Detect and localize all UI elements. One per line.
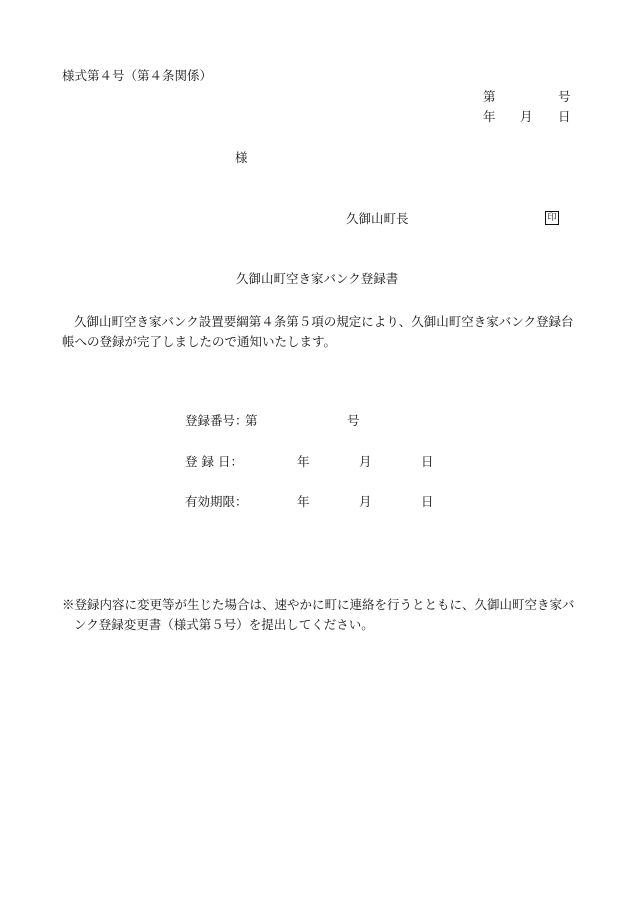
registration-date-year: 年 — [297, 454, 310, 469]
doc-number-suffix: 号 — [558, 89, 571, 104]
validity-label: 有効期限： — [185, 494, 248, 509]
registration-date-label: 登 録 日： — [185, 454, 243, 469]
registration-date-day: 日 — [421, 454, 434, 469]
validity-month: 月 — [359, 494, 372, 509]
registration-number-prefix: 第 — [245, 413, 258, 428]
seal-mark: 印 — [545, 211, 559, 225]
body-text: 久御山町空き家バンク設置要綱第４条第５項の規定により、久御山町空き家バンク登録台帳への登録が完了しましたので通知いたします。 — [62, 314, 574, 349]
footnote — [62, 595, 586, 635]
issuer-name: 久御山町長 — [346, 211, 409, 226]
footnote-line-1: ※登録内容に変更等が生じた場合は、速やかに町に連絡を行うとともに、久御山町空き家バ — [62, 597, 575, 612]
registration-number-suffix: 号 — [347, 413, 360, 428]
form-label: 様式第４号（第４条関係） — [62, 68, 213, 83]
registration-number-label: 登録番号： — [185, 413, 248, 428]
body-paragraph — [62, 312, 582, 352]
footnote-line-2: ンク登録変更書（様式第５号）を提出してください。 — [74, 617, 374, 632]
doc-number-prefix: 第 — [483, 89, 496, 104]
addressee-honorific: 様 — [235, 150, 248, 165]
validity-day: 日 — [421, 494, 434, 509]
registration-date-month: 月 — [359, 454, 372, 469]
issue-date-month: 月 — [520, 109, 533, 124]
issue-date-year: 年 — [483, 109, 496, 124]
document-title: 久御山町空き家バンク登録書 — [236, 271, 399, 286]
validity-year: 年 — [297, 494, 310, 509]
issue-date-day: 日 — [558, 109, 571, 124]
